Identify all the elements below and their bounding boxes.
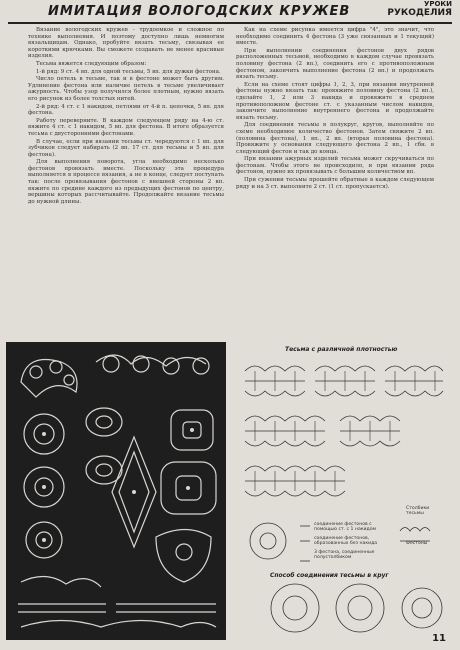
diagram-legend — [314, 522, 394, 560]
crochet-diagrams — [240, 346, 445, 636]
magazine-name-line1: УРОКИ — [423, 0, 452, 8]
paragraph: Для соединения тесьмы в полукруг, кругов, выполняйте по схеме необходимое количество фестонов. Затем свяжите 2 вп. (половина фестона), 1 вп., 2 вп. (вторая половина фестона). Провяжите у основания следующего фестона 2 вп., 1 сбн. в следующий фестон и так до конца. — [236, 122, 434, 155]
side-label: Фестоны — [406, 540, 428, 546]
diagram-side-labels — [406, 506, 446, 546]
paragraph: При выполнении соединения фестонов двух рядов расположенных тесьмой, необходимо в каждом случае провязать половину фестона (2 вп.), соединить его с противоположным фестоном, закончить выполнение фестона (2 вп.) и продолжать вязать тесьму. — [236, 47, 434, 81]
paragraph: Если на схеме стоят цифры 1, 2, 3, при вязании внутренней фестоны нужно вязать так: провяжите половину фестона (2 вп.), сделайте 1, 2 или 3 накида и провяжите в среднем противоположном фестоне ст. с указанным числом накидов, закончите выполнение внутреннего фестона и продолжайте вязать тесьму. — [236, 81, 434, 121]
right-text-column — [236, 27, 434, 349]
paragraph: При вязании ажурных изделий тесьма может скручиваться по фестонам. Чтобы этого не происходило, и при вязании ряда фестонов, нужно их провязывать с большим количеством вп. — [236, 156, 434, 176]
left-text-column — [28, 27, 224, 327]
legend-item: 3 фестона, соединенные полустолбиком — [314, 549, 375, 561]
paragraph: 2-й ряд: 4 ст. с 1 накидом, петлями от 4-й п. цепочки, 5 вп. для фестона. — [28, 103, 224, 117]
legend-item: соединение фестонов с помощью ст. с 1 накидом — [314, 522, 376, 533]
paragraph: Как на схеме рисунка имеется цифра "4", это значит, что необходимо соединить 4 фестона (3 уже связанных и 1 текущий) вместе. — [236, 27, 434, 47]
paragraph: Тесьма вяжется следующим образом: — [36, 60, 147, 67]
magazine-name-line2: РУКОДЕЛИЯ — [387, 8, 452, 18]
paragraph: Число петель в тесьме, так и в фестоне может быть другим. Удлинение фестона или наличие петель в тесьме увеличивает ажурность. Чтобы узор получился более плотным, нужно вязать его рисунок из более толстых нитей. — [28, 76, 224, 102]
paragraph: Работу переверните. В каждом следующем ряду на 4-ю ст. вяжите 4 ст. с 1 накидом, 5 вп. для фестона. В итоге образуется тесьма с двусторонними фестонами. — [28, 117, 224, 137]
diagram-title-top: Тесьма с различной плотностью — [285, 346, 398, 353]
page-header — [8, 0, 452, 24]
paragraph: 1-й ряд: 9 ст. 4 вп. для одной тесьмы, 5 вп. для дужки фестона. — [36, 68, 221, 75]
legend-item: соединение фестонов, образованных без накида — [314, 535, 378, 547]
crochet-diagram-svg — [240, 346, 445, 636]
lace-samples-illustration — [6, 342, 226, 640]
diagram-title-bottom: Способ соединения тесьмы в круг — [270, 572, 389, 579]
paragraph: В случае, если при вязании тесьмы ст. чередуются с 1 вп. для зубчиков следует набирать (2 вп. 17 ст. для тесьмы и 5 вп. для фестона). — [28, 138, 224, 158]
lace-samples-photo — [6, 342, 226, 640]
paragraph: При сужении тесьмы прошейте обратные в каждом следующем ряду и на 3 ст. выполните 2 ст. (1 ст. пропускается). — [236, 177, 434, 190]
side-label: Столбики тесьмы — [406, 506, 430, 517]
magazine-name — [387, 0, 452, 18]
page-number: 11 — [432, 633, 446, 644]
paragraph: Вязание вологодских кружев - трудоемкое и сложное по технике выполнения. И поэтому доступно лишь немногим вязальщицам. Однако, пробуйте вязать тесьму, связывая ее короткими крючками. Вы сможете создавать не менее красивые изделия. — [28, 27, 224, 60]
paragraph: Для выполнения поворота, угла необходимо несколько фестонов провязать вместе. Поскольку эта процедура выполняется в процессе вязания, а не в конце, следует поступать так: после провязывания фестонов с внешней стороны 2 вп. вяжите по средине каждого из предыдущих фестонов по центру, вершины которых рассчитывайте. Продолжайте вязание тесьмы до нужной длины. — [28, 159, 224, 205]
article-title: ИМИТАЦИЯ ВОЛОГОДСКИХ КРУЖЕВ — [48, 3, 351, 19]
